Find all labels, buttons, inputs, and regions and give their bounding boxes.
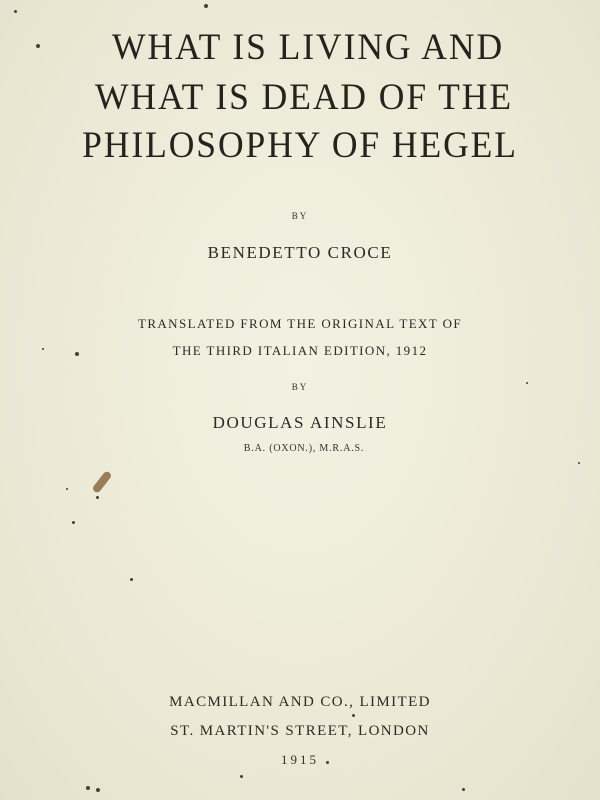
publication-year: 1915	[281, 752, 319, 767]
book-title-line-2: WHAT IS DEAD OF THE	[94, 77, 513, 118]
page-speck	[130, 578, 133, 581]
page-speck	[42, 348, 44, 350]
page-speck	[352, 714, 355, 717]
page-speck	[66, 488, 68, 490]
translator-name: DOUGLAS AINSLIE	[212, 413, 388, 432]
page-speck	[75, 352, 79, 356]
page-speck	[326, 761, 329, 764]
publisher-address: ST. MARTIN'S STREET, LONDON	[170, 723, 430, 739]
page-speck	[462, 788, 465, 791]
by-label-author: BY	[291, 211, 309, 221]
page-speck	[14, 10, 17, 13]
author-name: BENEDETTO CROCE	[207, 243, 393, 262]
page-speck	[240, 775, 243, 778]
translation-note-line-1: TRANSLATED FROM THE ORIGINAL TEXT OF	[137, 316, 462, 331]
ink-streak	[91, 470, 112, 494]
page-speck	[578, 462, 580, 464]
book-title-line-1: WHAT IS LIVING AND	[111, 27, 505, 68]
page-speck	[36, 44, 40, 48]
page-speck	[86, 786, 90, 790]
publisher-name: MACMILLAN AND CO., LIMITED	[169, 694, 431, 710]
page-speck	[96, 496, 99, 499]
page-speck	[204, 4, 208, 8]
page-speck	[96, 788, 100, 792]
by-label-translator: BY	[291, 382, 309, 392]
translation-note-line-2: THE THIRD ITALIAN EDITION, 1912	[172, 343, 428, 358]
page-speck	[72, 521, 75, 524]
translator-credentials: B.A. (OXON.), M.R.A.S.	[243, 443, 365, 454]
page-speck	[526, 382, 528, 384]
book-title-line-3: PHILOSOPHY OF HEGEL	[82, 125, 518, 166]
